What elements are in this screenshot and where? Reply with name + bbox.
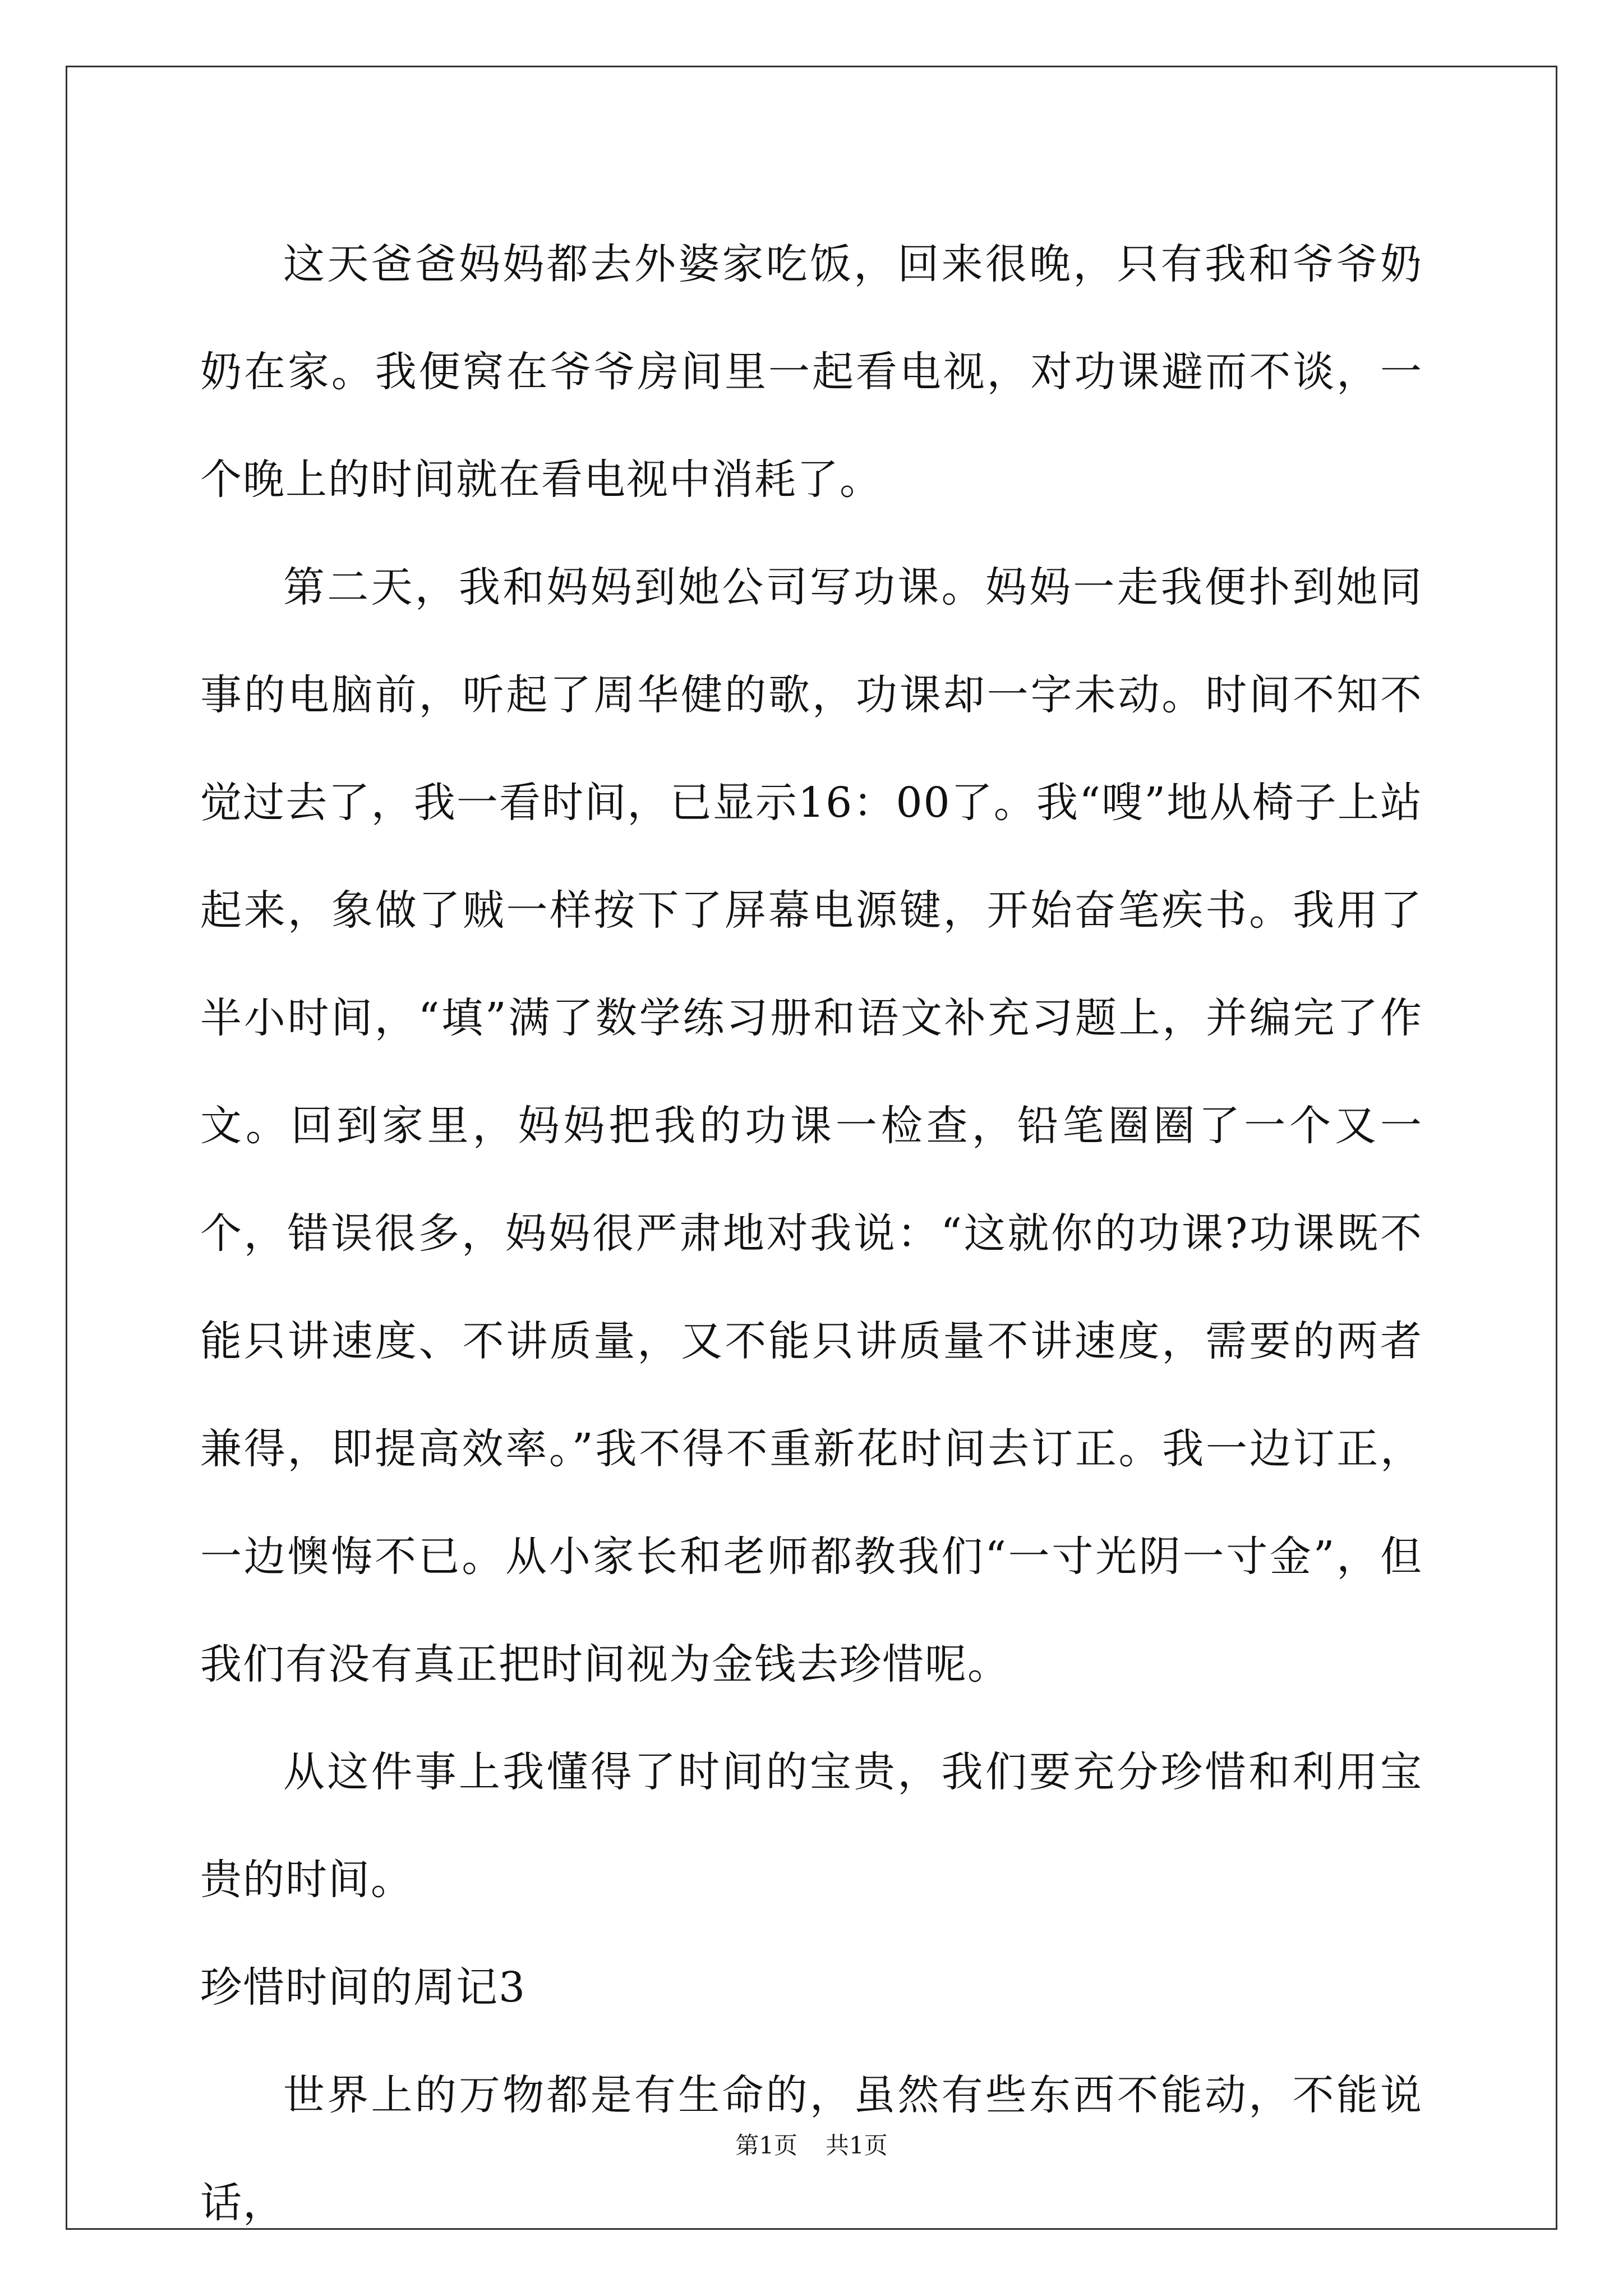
- paragraph-3: 从这件事上我懂得了时间的宝贵，我们要充分珍惜和利用宝贵的时间。: [200, 1748, 1423, 1904]
- section-heading: 珍惜时间的周记3: [200, 1963, 527, 2012]
- page-number: 第1页: [735, 2132, 797, 2159]
- document-body: [200, 210, 1423, 2257]
- page-footer: [0, 2129, 1623, 2162]
- page-total: 共1页: [826, 2132, 888, 2159]
- paragraph-4: 世界上的万物都是有生命的，虽然有些东西不能动，不能说话，: [200, 2071, 1423, 2227]
- paragraph-2: 第二天，我和妈妈到她公司写功课。妈妈一走我便扑到她同事的电脑前，听起了周华健的歌，功课却一字未动。时间不知不觉过去了，我一看时间，已显示16：00了。我“嗖”地从椅子上站起来，象做了贼一样按下了屏幕电源键，开始奋笔疾书。我用了半小时间，“填”满了数学练习册和语文补充习题上，并编完了作文。回到家里，妈妈把我的功课一检查，铅笔圈圈了一个又一个，错误很多，妈妈很严肃地对我说：“这就你的功课?功课既不能只讲速度、不讲质量，又不能只讲质量不讲速度，需要的两者兼得，即提高效率。”我不得不重新花时间去订正。我一边订正，一边懊悔不已。从小家长和老师都教我们“一寸光阴一寸金”，但我们有没有真正把时间视为金钱去珍惜呢。: [200, 563, 1423, 1688]
- paragraph-1: 这天爸爸妈妈都去外婆家吃饭，回来很晚，只有我和爷爷奶奶在家。我便窝在爷爷房间里一起看电视，对功课避而不谈，一个晚上的时间就在看电视中消耗了。: [200, 240, 1423, 504]
